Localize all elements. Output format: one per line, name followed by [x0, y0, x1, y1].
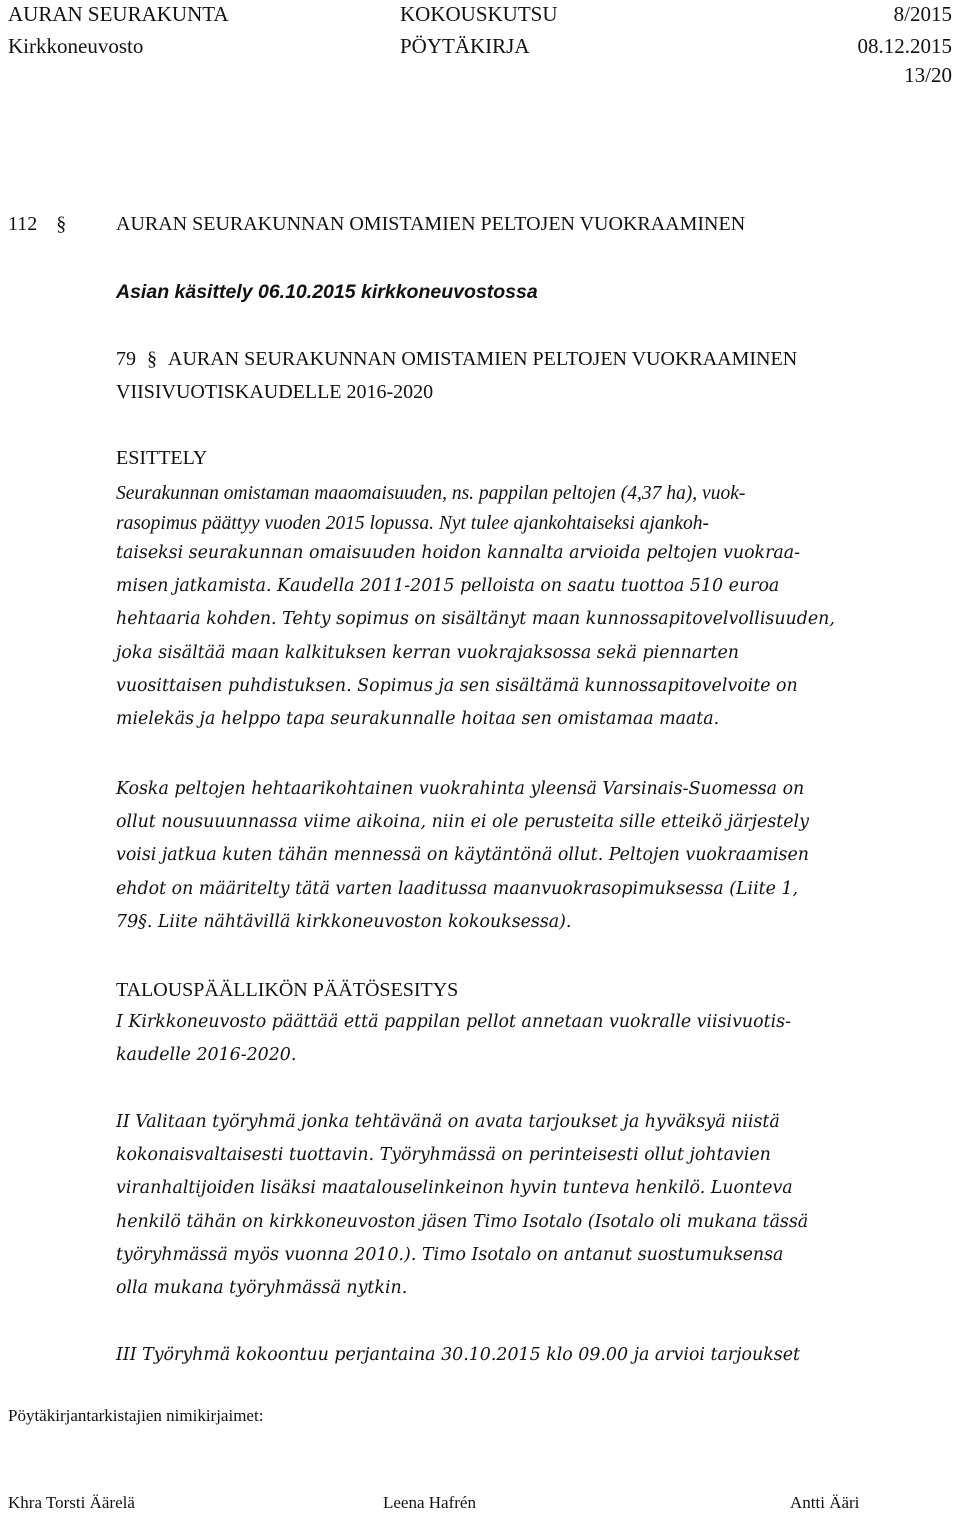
section-number-text: 112	[8, 213, 38, 235]
prior-handling-heading: Asian käsittely 06.10.2015 kirkkoneuvostossa	[116, 281, 538, 303]
presentation-line: mielekäs ja helppo tapa seurakunnalle hoitaa sen omistamaa maata.	[116, 709, 720, 730]
checkers-initials-label: Pöytäkirjantarkistajien nimikirjaimet:	[8, 1406, 264, 1425]
ref-symbol: §	[147, 348, 157, 370]
rent-line: ehdot on määritelty tätä varten laaditussa maanvuokrasopimuksessa (Liite 1,	[116, 878, 799, 899]
referenced-section-title	[116, 346, 797, 372]
rent-line: 79§. Liite nähtävillä kirkkoneuvoston kokouksessa).	[116, 911, 572, 932]
ref-title-line2: VIISIVUOTISKAUDELLE 2016-2020	[116, 381, 434, 403]
section-number	[8, 211, 66, 237]
ref-title-line1: AURAN SEURAKUNNAN OMISTAMIEN PELTOJEN VUOKRAAMINEN	[168, 348, 798, 370]
proposal-line: olla mukana työryhmässä nytkin.	[116, 1278, 408, 1299]
proposal-item-1	[116, 1006, 791, 1072]
presentation-heading: ESITTELY	[116, 447, 208, 469]
ref-number: 79	[116, 348, 136, 370]
section-title: AURAN SEURAKUNNAN OMISTAMIEN PELTOJEN VUOKRAAMINEN	[116, 213, 746, 235]
rent-price-paragraph	[116, 773, 809, 939]
presentation-line: taiseksi seurakunnan omaisuuden hoidon kannalta arvioida peltojen vuokraa-	[116, 543, 801, 563]
presentation-line: hehtaaria kohden. Tehty sopimus on sisältänyt maan kunnossapitovelvollisuuden,	[116, 609, 835, 630]
presentation-line: Seurakunnan omistaman maaomaisuuden, ns. pappilan peltojen (4,37 ha), vuok-	[116, 483, 746, 504]
proposal-line: III Työryhmä kokoontuu perjantaina 30.10.2015 klo 09.00 ja arvioi tarjoukset	[116, 1345, 800, 1365]
rent-line: voisi jatkua kuten tähän mennessä on käytäntönä ollut. Peltojen vuokraamisen	[116, 845, 809, 866]
rent-line: ollut nousuuunnassa viime aikoina, niin ei ole perusteita sille etteikö järjestely	[116, 812, 809, 833]
organization-name: AURAN SEURAKUNTA	[8, 2, 229, 26]
proposal-item-2	[116, 1106, 808, 1305]
checker-signature-2: Leena Hafrén	[383, 1493, 476, 1512]
presentation-text	[116, 479, 745, 538]
proposal-line: kaudelle 2016-2020.	[116, 1045, 297, 1066]
proposal-item-3	[116, 1339, 800, 1372]
presentation-line: vuosittaisen puhdistuksen. Sopimus ja sen sisältämä kunnossapitovelvoite on	[116, 675, 798, 696]
checker-signature-3: Antti Ääri	[790, 1493, 860, 1512]
section-symbol: §	[56, 213, 67, 235]
proposal-line: I Kirkkoneuvosto päättää että pappilan pellot annetaan vuokralle viisivuotis-	[116, 1012, 791, 1032]
presentation-line: misen jatkamista. Kaudella 2011-2015 pelloista on saatu tuottoa 510 euroa	[116, 576, 780, 597]
rent-line: Koska peltojen hehtaarikohtainen vuokrahinta yleensä Varsinais-Suomessa on	[116, 779, 805, 799]
proposal-line: viranhaltijoiden lisäksi maatalouselinkeinon hyvin tunteva henkilö. Luonteva	[116, 1178, 793, 1199]
meeting-date: 08.12.2015	[857, 34, 952, 58]
proposal-heading: TALOUSPÄÄLLIKÖN PÄÄTÖSESITYS	[116, 979, 459, 1001]
proposal-line: kokonaisvaltaisesti tuottavin. Työryhmässä on perinteisesti ollut johtavien	[116, 1145, 771, 1166]
board-name: Kirkkoneuvosto	[8, 34, 144, 58]
presentation-text-continued	[116, 537, 835, 736]
presentation-line: joka sisältää maan kalkituksen kerran vuokrajaksossa sekä piennarten	[116, 642, 739, 663]
proposal-line: II Valitaan työryhmä jonka tehtävänä on avata tarjoukset ja hyväksyä niistä	[116, 1112, 780, 1132]
proposal-line: työryhmässä myös vuonna 2010.). Timo Isotalo on antanut suostumuksensa	[116, 1244, 784, 1265]
issue-number: 8/2015	[893, 2, 952, 26]
page-number: 13/20	[904, 63, 952, 87]
doc-type-invitation: KOKOUSKUTSU	[400, 2, 558, 26]
proposal-line: henkilö tähän on kirkkoneuvoston jäsen Timo Isotalo (Isotalo oli mukana tässä	[116, 1211, 809, 1232]
doc-type-minutes: PÖYTÄKIRJA	[400, 34, 530, 58]
presentation-line: rasopimus päättyy vuoden 2015 lopussa. Nyt tulee ajankohtaiseksi ajankoh-	[116, 512, 710, 534]
checker-signature-1: Khra Torsti Äärelä	[8, 1493, 135, 1512]
